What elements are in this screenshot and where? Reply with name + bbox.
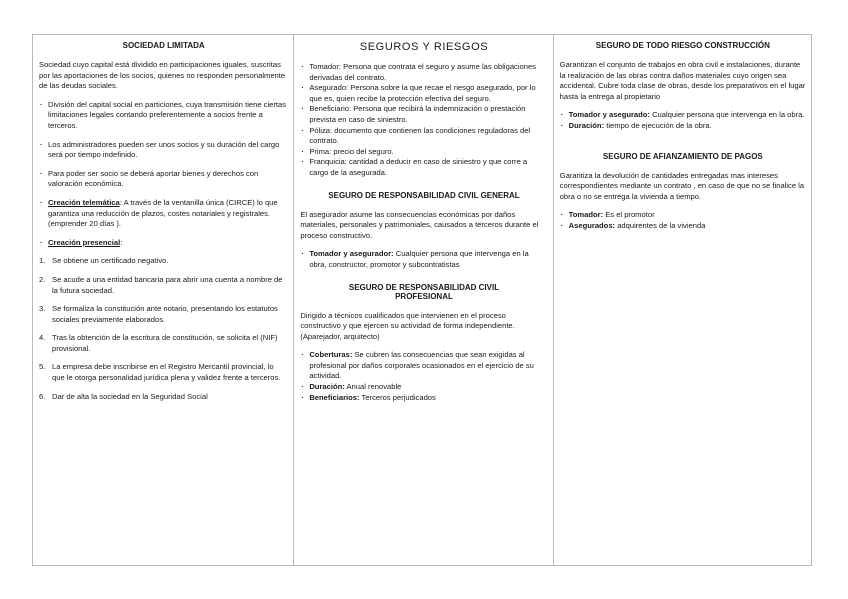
- step-item: [39, 392, 288, 403]
- bullet-label: Duración:: [568, 120, 605, 130]
- list-item: [300, 382, 547, 393]
- bullet-label: Duración:: [309, 382, 345, 392]
- list-item: [300, 249, 547, 270]
- bullet-text: adquirentes de la vivienda: [615, 220, 706, 230]
- rc-profesional-list: [300, 350, 547, 403]
- section-title: SEGURO DE TODO RIESGO CONSTRUCCIÓN: [595, 41, 770, 50]
- bullet-label: Asegurados:: [568, 220, 616, 230]
- list-item: [300, 350, 547, 382]
- list-item: · Beneficiario: Persona que recibirá la indemnización o prestación prevista en caso de siniestro.: [300, 104, 547, 125]
- list-item: · Los administradores pueden ser unos socios y su duración del cargo será por tiempo indefinido.: [39, 140, 288, 161]
- rc-general-paragraph: El asegurador asume las consecuencias económicas por daños materiales, personales y patrimoniales, causados a terceros durante el proceso constructivo.: [300, 209, 539, 240]
- bullet-label: Coberturas:: [309, 350, 353, 360]
- list-item: [560, 110, 806, 121]
- step-item: [39, 362, 288, 383]
- step-text: Se acude a una entidad bancaria para abrir una cuenta a nombre de la futura sociedad.: [52, 274, 283, 295]
- step-item: [39, 256, 288, 267]
- afianzamiento-paragraph: Garantiza la devolución de cantidades entregadas mas intereses correspondientes mediante un contrato , en caso de que no se finalice la obra o no se entrega la vivienda a tiempo.: [559, 170, 805, 201]
- list-item: · Tomador: Persona que contrata el seguro y asume las obligaciones derivadas del contrato.: [300, 62, 547, 83]
- column-todo-riesgo: [553, 35, 811, 565]
- bullet-text: Cualquier persona que intervenga en la obra, constructor, promotor y subcontratistas: [309, 249, 529, 269]
- features-list: [39, 100, 288, 249]
- bullet-label: Tomador y asegurado:: [568, 110, 650, 120]
- list-item: · Prima: precio del seguro.: [300, 147, 547, 158]
- column-sociedad-limitada: [33, 35, 293, 565]
- list-item: · Asegurado: Persona sobre la que recae el riesgo asegurado, por lo que es, quien recibe la protección efectiva del seguro.: [300, 83, 547, 104]
- bullet-text: Se cubren las consecuencias que sean exigidas al profesional por daños corporales ocasionados en el ejercicio de su actividad.: [309, 350, 534, 381]
- step-number: 1.: [39, 256, 46, 266]
- rc-general-list: [300, 249, 547, 270]
- step-number: 5.: [39, 362, 46, 372]
- bullet-text: Es el promotor: [603, 210, 655, 220]
- step-number: 4.: [39, 333, 46, 343]
- steps-list: [39, 256, 288, 402]
- bullet-label: Beneficiarios:: [309, 392, 360, 402]
- bullet-text: Terceros perjudicados: [359, 392, 436, 402]
- list-item: [560, 210, 806, 221]
- step-text: Se obtiene un certificado negativo.: [52, 256, 169, 266]
- step-text: La empresa debe inscribirse en el Registro Mercantil provincial, lo que le otorga personalidad jurídica plena y validez frente a terceros.: [52, 362, 281, 383]
- rc-profesional-paragraph: Dirigido a técnicos cualificados que intervienen en el proceso constructivo y que ejercen su actividad de forma independiente. (Aparejador, arquitecto): [300, 310, 515, 341]
- todo-riesgo-list: [560, 110, 806, 131]
- section-title: SOCIEDAD LIMITADA: [122, 41, 205, 50]
- list-item: [39, 198, 288, 230]
- bullet-text: Anual renovable: [344, 382, 402, 392]
- step-number: 6.: [39, 391, 46, 401]
- rc-general-title: SEGURO DE RESPONSABILIDAD CIVIL GENERAL: [328, 190, 520, 200]
- colon: :: [120, 237, 123, 247]
- definitions-list: [300, 62, 547, 179]
- list-item: · División del capital social en particiones, cuya transmisión tiene ciertas limitaciones legales contando preferentemente a socios frente a terceros.: [39, 100, 288, 132]
- afianzamiento-list: [560, 210, 806, 231]
- step-text: Se formaliza la constitución ante notario, presentando los estatutos sociales previamente elaborados.: [52, 304, 278, 324]
- bullet-label: Tomador y asegurador:: [309, 249, 394, 259]
- list-item: [560, 221, 806, 232]
- step-text: Dar de alta la sociedad en la Seguridad Social: [52, 391, 208, 401]
- rc-profesional-title: SEGURO DE RESPONSABILIDAD CIVIL PROFESIONAL: [348, 282, 500, 301]
- bullet-text: Cualquier persona que intervenga en la obra.: [649, 110, 805, 120]
- afianzamiento-title: SEGURO DE AFIANZAMIENTO DE PAGOS: [602, 151, 763, 161]
- step-item: [39, 333, 288, 354]
- list-item: · Franquicia: cantidad a deducir en caso de siniestro y que corre a cargo de la asegurada.: [300, 157, 547, 178]
- list-item: · Póliza: documento que contienen las condiciones reguladoras del contrato.: [300, 126, 547, 147]
- step-number: 2.: [39, 274, 46, 284]
- list-item: [560, 121, 806, 132]
- bullet-text: tiempo de ejecución de la obra.: [604, 120, 712, 130]
- bullet-label: Tomador:: [568, 210, 604, 220]
- intro-paragraph: Sociedad cuyo capital está dividido en participaciones iguales, suscritas por las aportaciones de los socios, quienes no responden personalmente de las deudas sociales.: [39, 60, 286, 91]
- document-table: [32, 34, 812, 566]
- creacion-presencial-label: Creación presencial: [48, 237, 121, 247]
- creacion-telematica-label: Creación telemática: [48, 197, 120, 207]
- step-item: [39, 304, 288, 325]
- section-title: SEGUROS Y RIESGOS: [359, 41, 489, 53]
- todo-riesgo-paragraph: Garantizan el conjunto de trabajos en obra civil e instalaciones, durante la realización de las obras contra daños materiales cuyo origen sea accidental. Cubre toda clase de obras, desde los preparativos en el lugar hasta la entrega al propietario: [559, 60, 806, 101]
- step-text: Tras la obtención de la escritura de constitución, se solicita el (NIF) provisional.: [52, 333, 278, 353]
- creacion-telematica-text: : A través de la ventanilla única (CIRCE) lo que garantiza una reducción de plazos, costes notariales y registrales.(emprender 20 días ).: [48, 197, 278, 229]
- step-item: [39, 275, 288, 296]
- list-item: [39, 238, 288, 249]
- column-seguros-riesgos: [293, 35, 552, 565]
- step-number: 3.: [39, 304, 46, 314]
- list-item: · Para poder ser socio se deberá aportar bienes y derechos con valoración económica.: [39, 169, 288, 190]
- list-item: [300, 393, 547, 404]
